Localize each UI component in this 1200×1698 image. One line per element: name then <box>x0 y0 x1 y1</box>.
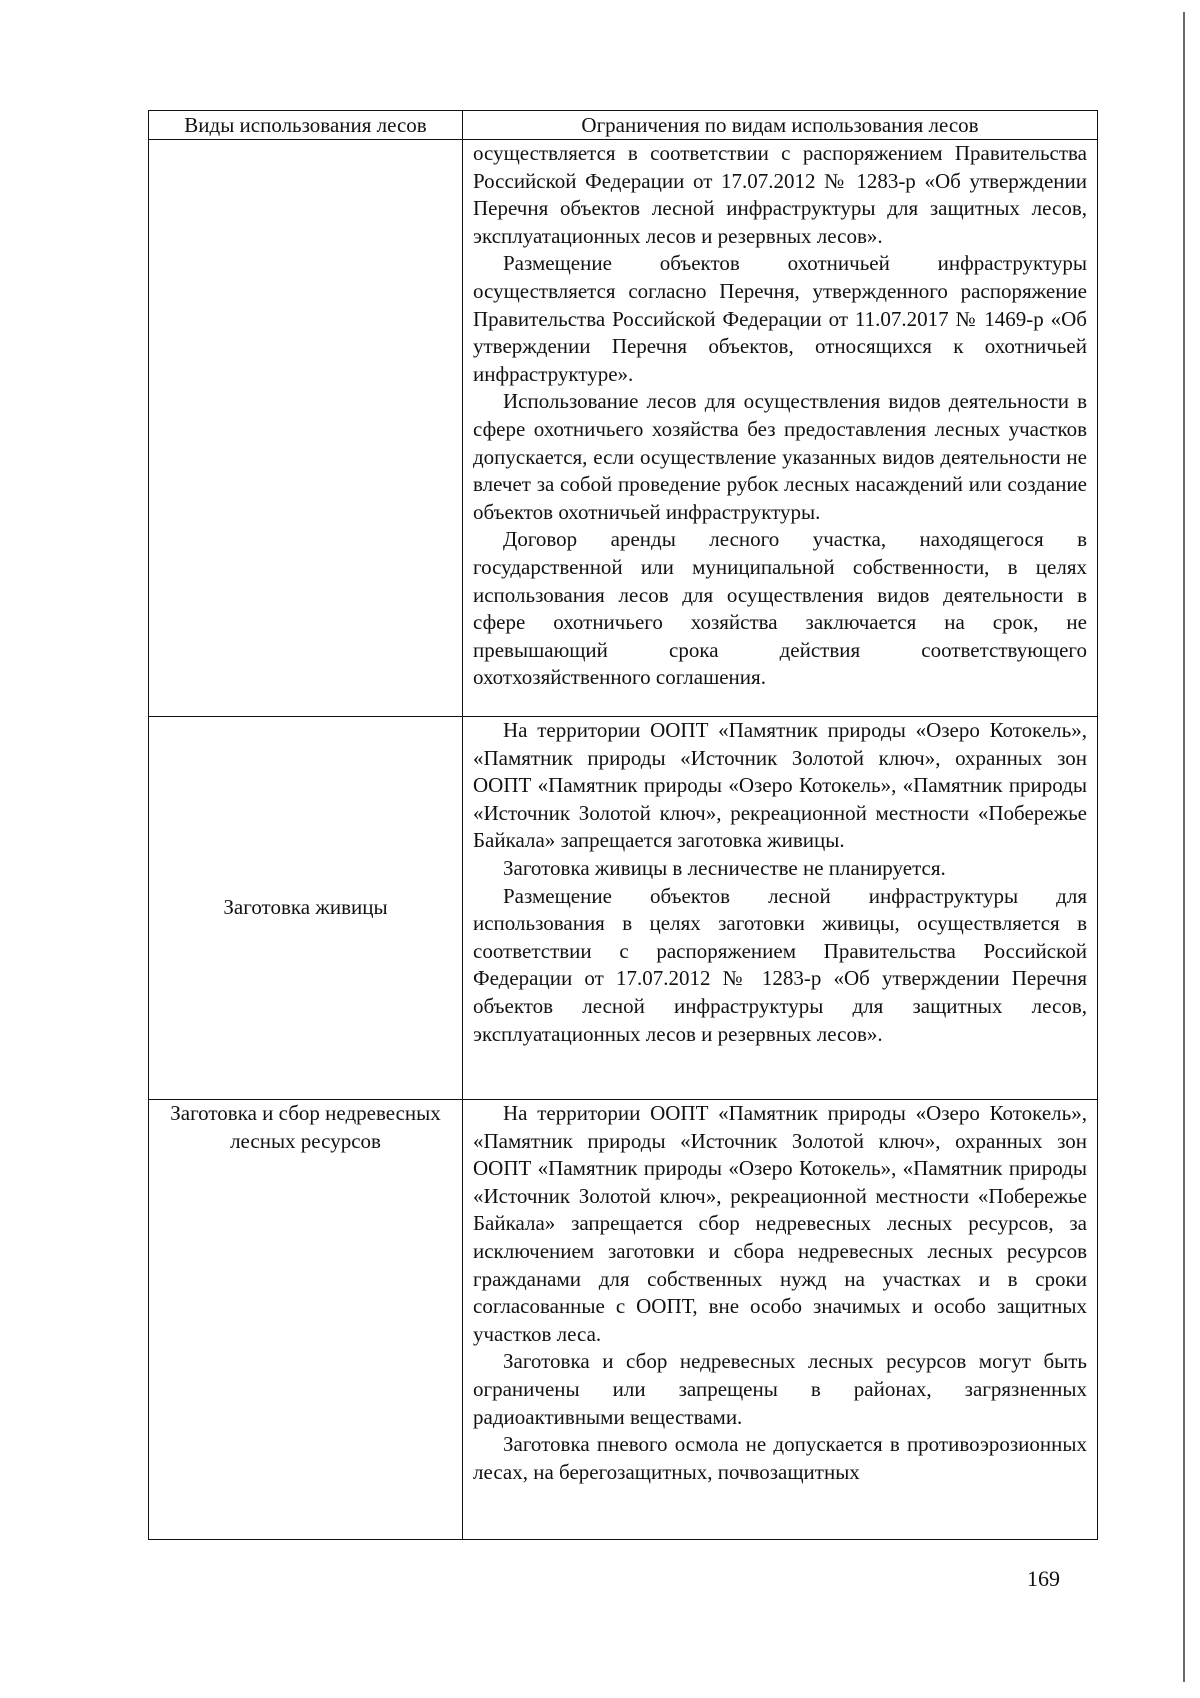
table-row <box>149 1100 1098 1540</box>
use-type-cell <box>149 140 463 717</box>
header-forest-use-types: Виды использования лесов <box>149 111 463 140</box>
restrictions-cell <box>463 1100 1098 1540</box>
restrictions-cell <box>463 717 1098 1100</box>
restriction-paragraph: Заготовка живицы в лесничестве не планируется. <box>503 855 946 880</box>
table-row <box>149 717 1098 1100</box>
use-type-cell: Заготовка живицы <box>149 717 463 1100</box>
scan-edge-line <box>1183 12 1185 1682</box>
restriction-paragraph: Использование лесов для осуществления видов деятельности в сфере охотничьего хозяйства без предоставления лесных участков допускается, если осуществление указанных видов деятельности не влечет за собой проведение рубок лесных насаждений или создание объектов охотничьей инфраструктуры. <box>473 389 1087 524</box>
restriction-paragraph: На территории ООПТ «Памятник природы «Озеро Котокель», «Памятник природы «Источник Золотой ключ», охранных зон ООПТ «Памятник природы «Озеро Котокель», «Памятник природы «Источник Золотой ключ», рекреационной местности «Побережье Байкала» запрещается заготовка живицы. <box>473 718 1087 853</box>
restriction-paragraph: Заготовка пневого осмола не допускается в противоэрозионных лесах, на берегозащитных, почвозащитных <box>473 1432 1087 1484</box>
restrictions-cell <box>463 140 1098 717</box>
use-type-cell: Заготовка и сбор недревесных лесных ресурсов <box>149 1100 463 1540</box>
restriction-paragraph: Заготовка и сбор недревесных лесных ресурсов могут быть ограничены или запрещены в районах, загрязненных радиоактивными веществами. <box>473 1349 1087 1429</box>
table-row <box>149 140 1098 717</box>
page-number: 169 <box>1027 1566 1060 1591</box>
restriction-paragraph: Размещение объектов лесной инфраструктуры для использования в целях заготовки живицы, осуществляется в соответствии с распоряжением Правительства Российской Федерации от 17.07.2012 № 1283-р «Об утверждении Перечня объектов лесной инфраструктуры для защитных лесов, эксплуатационных лесов и резервных лесов». <box>473 883 1087 1046</box>
restriction-paragraph: осуществляется в соответствии с распоряжением Правительства Российской Федерации от 17.07.2012 № 1283-р «Об утверждении Перечня объектов лесной инфраструктуры для защитных лесов, эксплуатационных лесов и резервных лесов». <box>473 141 1087 248</box>
header-restrictions: Ограничения по видам использования лесов <box>463 111 1098 140</box>
restriction-paragraph: Размещение объектов охотничьей инфраструктуры осуществляется согласно Перечня, утвержденного распоряжение Правительства Российской Федерации от 11.07.2017 № 1469-р «Об утверждении Перечня объектов, относящихся к охотничьей инфраструктуре». <box>473 251 1087 386</box>
table-header-row <box>149 111 1098 140</box>
forest-use-restrictions-table <box>148 110 1098 1540</box>
restriction-paragraph: Договор аренды лесного участка, находящегося в государственной или муниципальной собственности, в целях использования лесов для осуществления видов деятельности в сфере охотничьего хозяйства заключается на срок, не превышающий срока действия соответствующего охотхозяйственного соглашения. <box>473 527 1087 690</box>
restriction-paragraph: На территории ООПТ «Памятник природы «Озеро Котокель», «Памятник природы «Источник Золотой ключ», охранных зон ООПТ «Памятник природы «Озеро Котокель», «Памятник природы «Источник Золотой ключ», рекреационной местности «Побережье Байкала» запрещается сбор недревесных лесных ресурсов, за исключением заготовки и сбора недревесных лесных ресурсов гражданами для собственных нужд на участках и в сроки согласованные с ООПТ, вне особо значимых и особо защитных участков леса. <box>473 1101 1087 1346</box>
